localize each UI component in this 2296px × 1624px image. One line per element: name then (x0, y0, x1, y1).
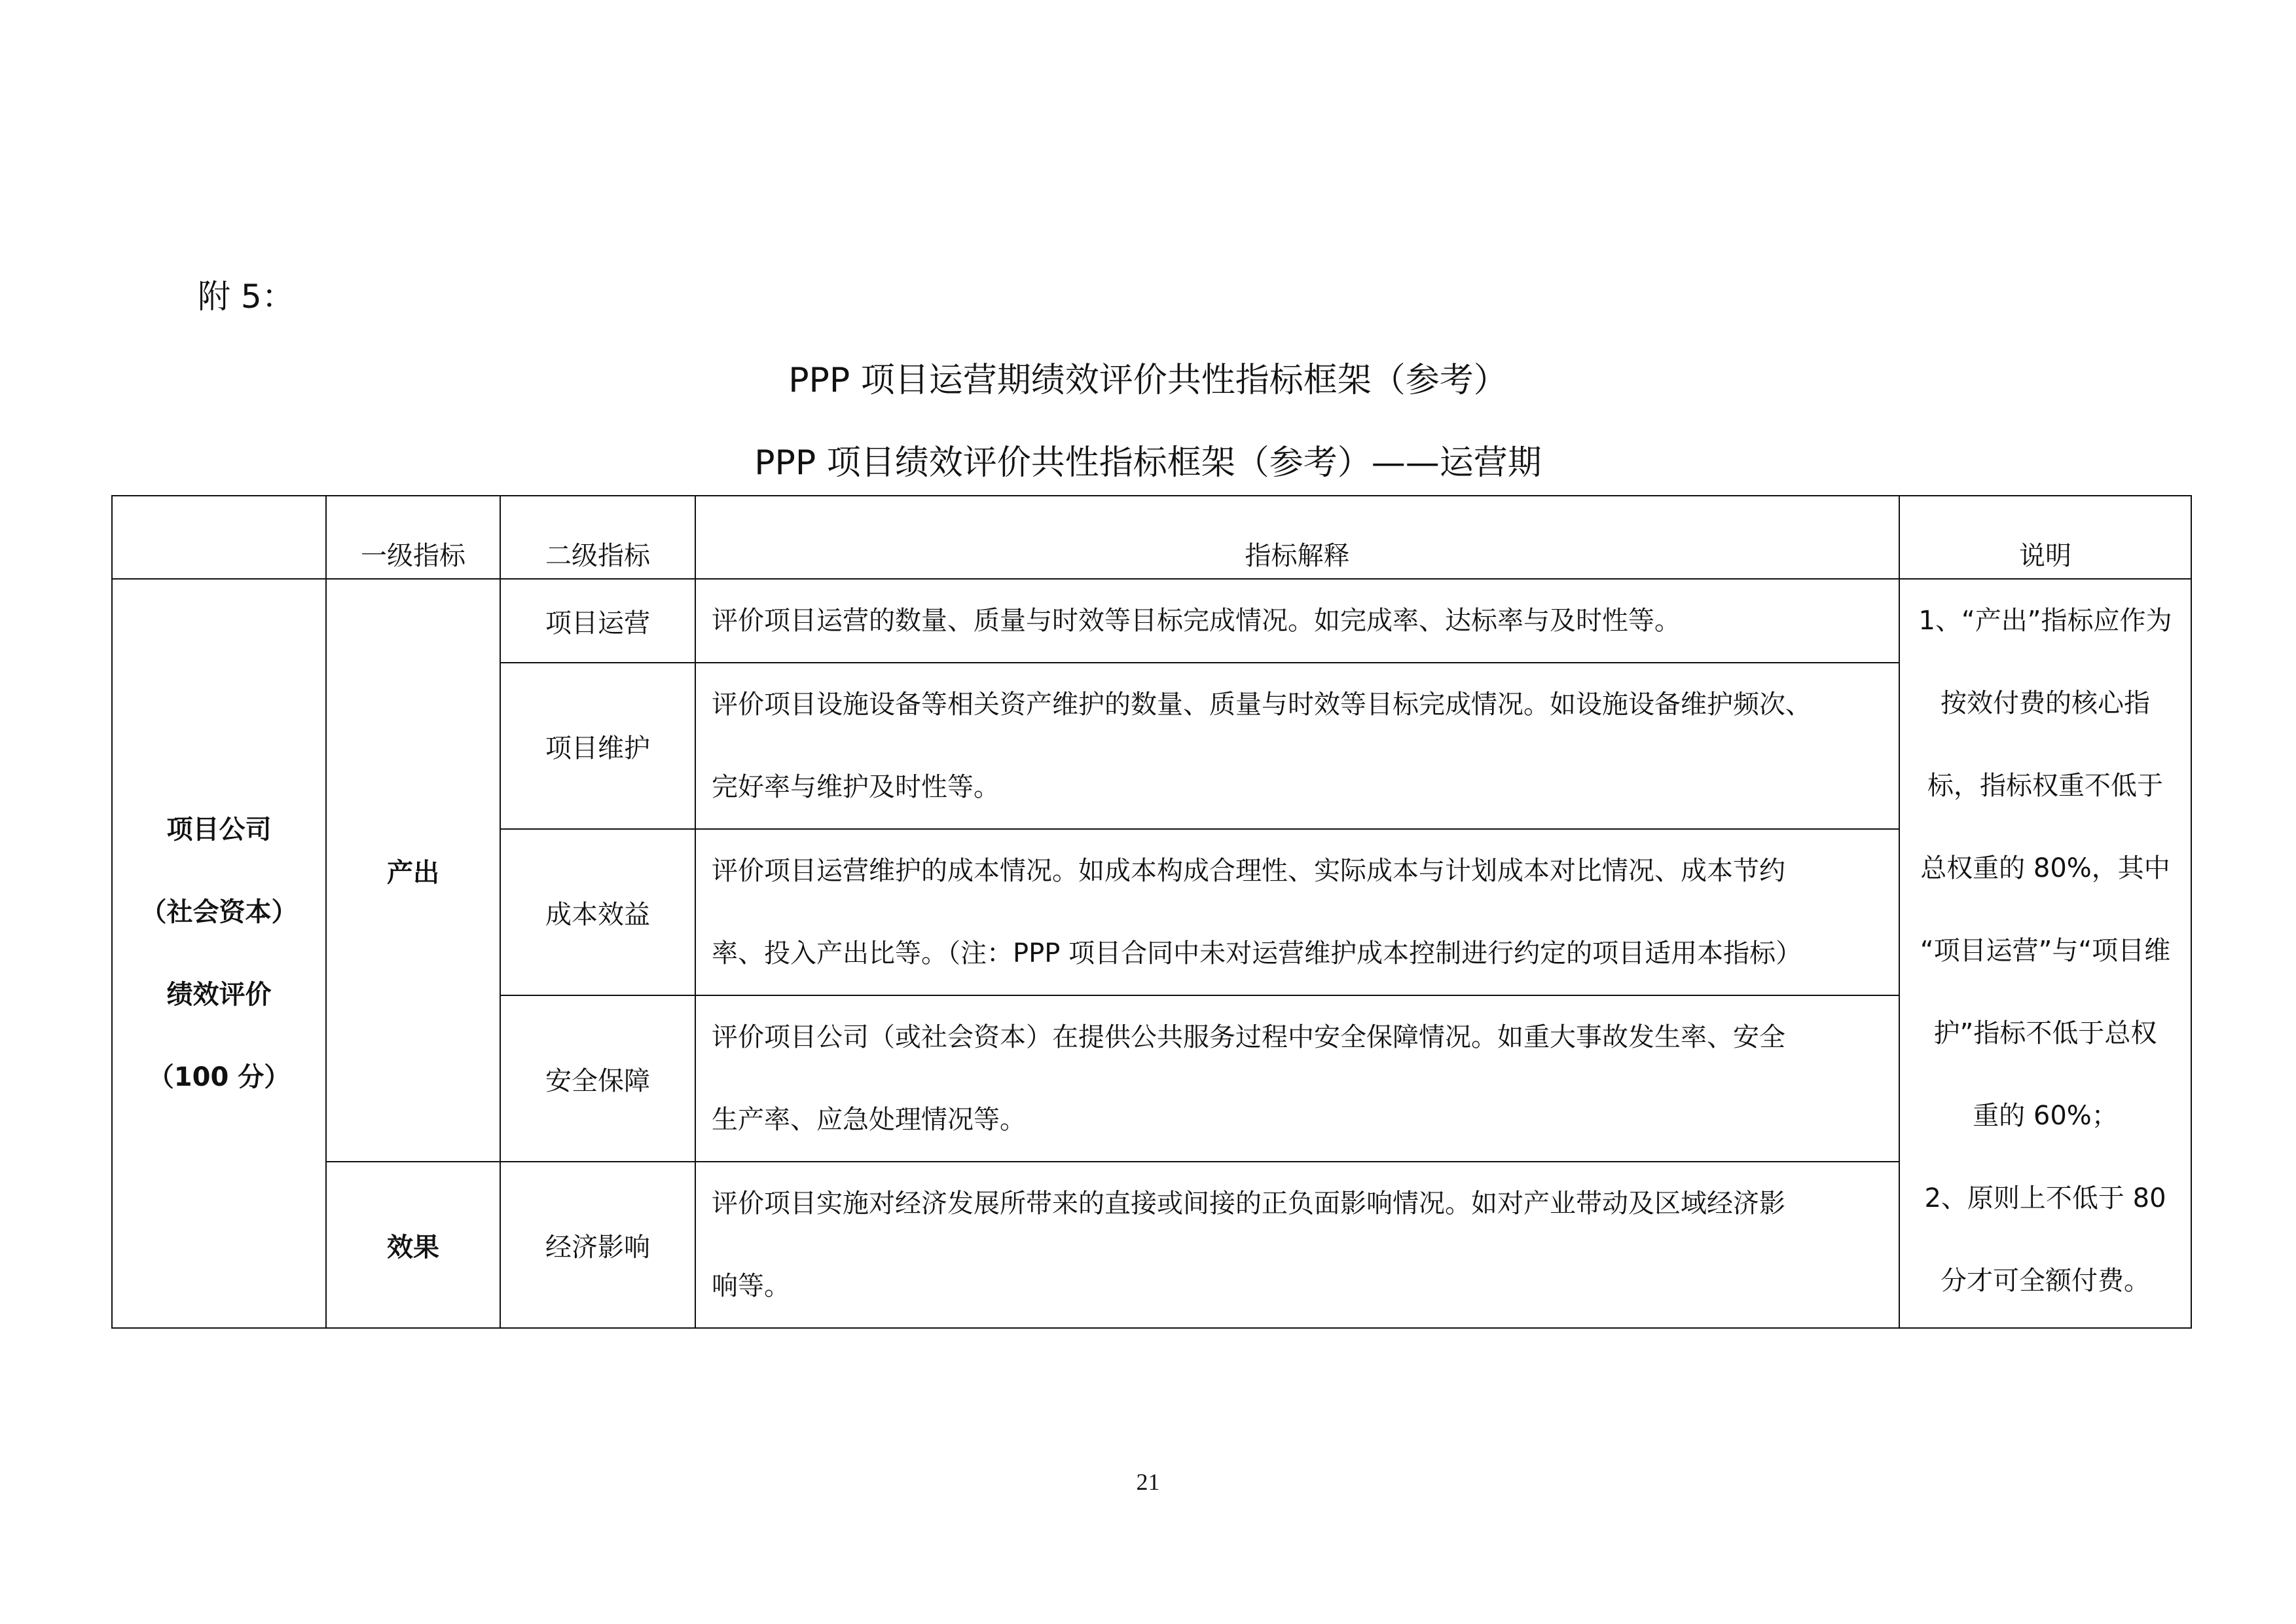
level1-output: 产出 (326, 579, 500, 1162)
explanation-line: 评价项目运营维护的成本情况。如成本构成合理性、实际成本与计划成本对比情况、成本节约 (712, 856, 1785, 886)
note-line: 按效付费的核心指 (1941, 688, 2150, 718)
table-row (112, 1162, 2191, 1328)
level2-cell: 安全保障 (500, 995, 695, 1162)
explanation-line: 完好率与维护及时性等。 (712, 772, 1000, 802)
explanation-cell (695, 579, 1899, 663)
level2-cell: 经济影响 (500, 1162, 695, 1328)
table-title: PPP 项目绩效评价共性指标框架（参考）——运营期 (754, 443, 1542, 483)
category-line: 绩效评价 (166, 980, 272, 1010)
explanation-line: 响等。 (712, 1271, 790, 1301)
category-line: （100 分） (147, 1062, 291, 1092)
note-line: 2、原则上不低于 80 (1924, 1183, 2166, 1213)
level2-cell: 项目运营 (500, 579, 695, 663)
explanation-line: 评价项目公司（或社会资本）在提供公共服务过程中安全保障情况。如重大事故发生率、安全 (712, 1022, 1785, 1052)
header-cell-blank (112, 496, 326, 579)
explanation-cell (695, 829, 1899, 995)
attachment-label: 附 5： (198, 278, 295, 316)
category-cell (112, 579, 326, 1328)
explanation-cell (695, 663, 1899, 829)
explanation-line: 评价项目运营的数量、质量与时效等目标完成情况。如完成率、达标率与及时性等。 (712, 606, 1681, 636)
note-cell (1899, 579, 2191, 1328)
header-note: 说明 (1899, 496, 2191, 579)
note-line: 总权重的 80%，其中 (1920, 853, 2170, 883)
level2-cell: 成本效益 (500, 829, 695, 995)
header-level1: 一级指标 (326, 496, 500, 579)
page-number: 21 (1136, 1469, 1160, 1495)
table-row (112, 579, 2191, 663)
header-explanation: 指标解释 (695, 496, 1899, 579)
explanation-line: 率、投入产出比等。（注：PPP 项目合同中未对运营维护成本控制进行约定的项目适用本指标） (712, 938, 1802, 969)
note-line: 标，指标权重不低于 (1927, 771, 2163, 801)
level2-cell: 项目维护 (500, 663, 695, 829)
category-line: （社会资本） (140, 897, 298, 927)
explanation-line: 评价项目实施对经济发展所带来的直接或间接的正负面影响情况。如对产业带动及区域经济影 (712, 1189, 1785, 1219)
level1-effect: 效果 (326, 1162, 500, 1328)
explanation-cell (695, 995, 1899, 1162)
explanation-line: 评价项目设施设备等相关资产维护的数量、质量与时效等目标完成情况。如设施设备维护频次、 (712, 690, 1812, 720)
note-line: 分才可全额付费。 (1941, 1266, 2150, 1296)
explanation-cell (695, 1162, 1899, 1328)
page-title: PPP 项目运营期绩效评价共性指标框架（参考） (788, 361, 1508, 400)
indicator-table (111, 495, 2192, 1329)
category-line: 项目公司 (166, 815, 272, 845)
explanation-line: 生产率、应急处理情况等。 (712, 1105, 1026, 1135)
note-line: 1、“产出”指标应作为 (1918, 606, 2172, 636)
header-level2: 二级指标 (500, 496, 695, 579)
table-header-row (112, 496, 2191, 579)
note-line: 重的 60%； (1973, 1101, 2118, 1131)
note-line: “项目运营”与“项目维 (1920, 936, 2171, 966)
note-line: 护”指标不低于总权 (1933, 1018, 2157, 1048)
